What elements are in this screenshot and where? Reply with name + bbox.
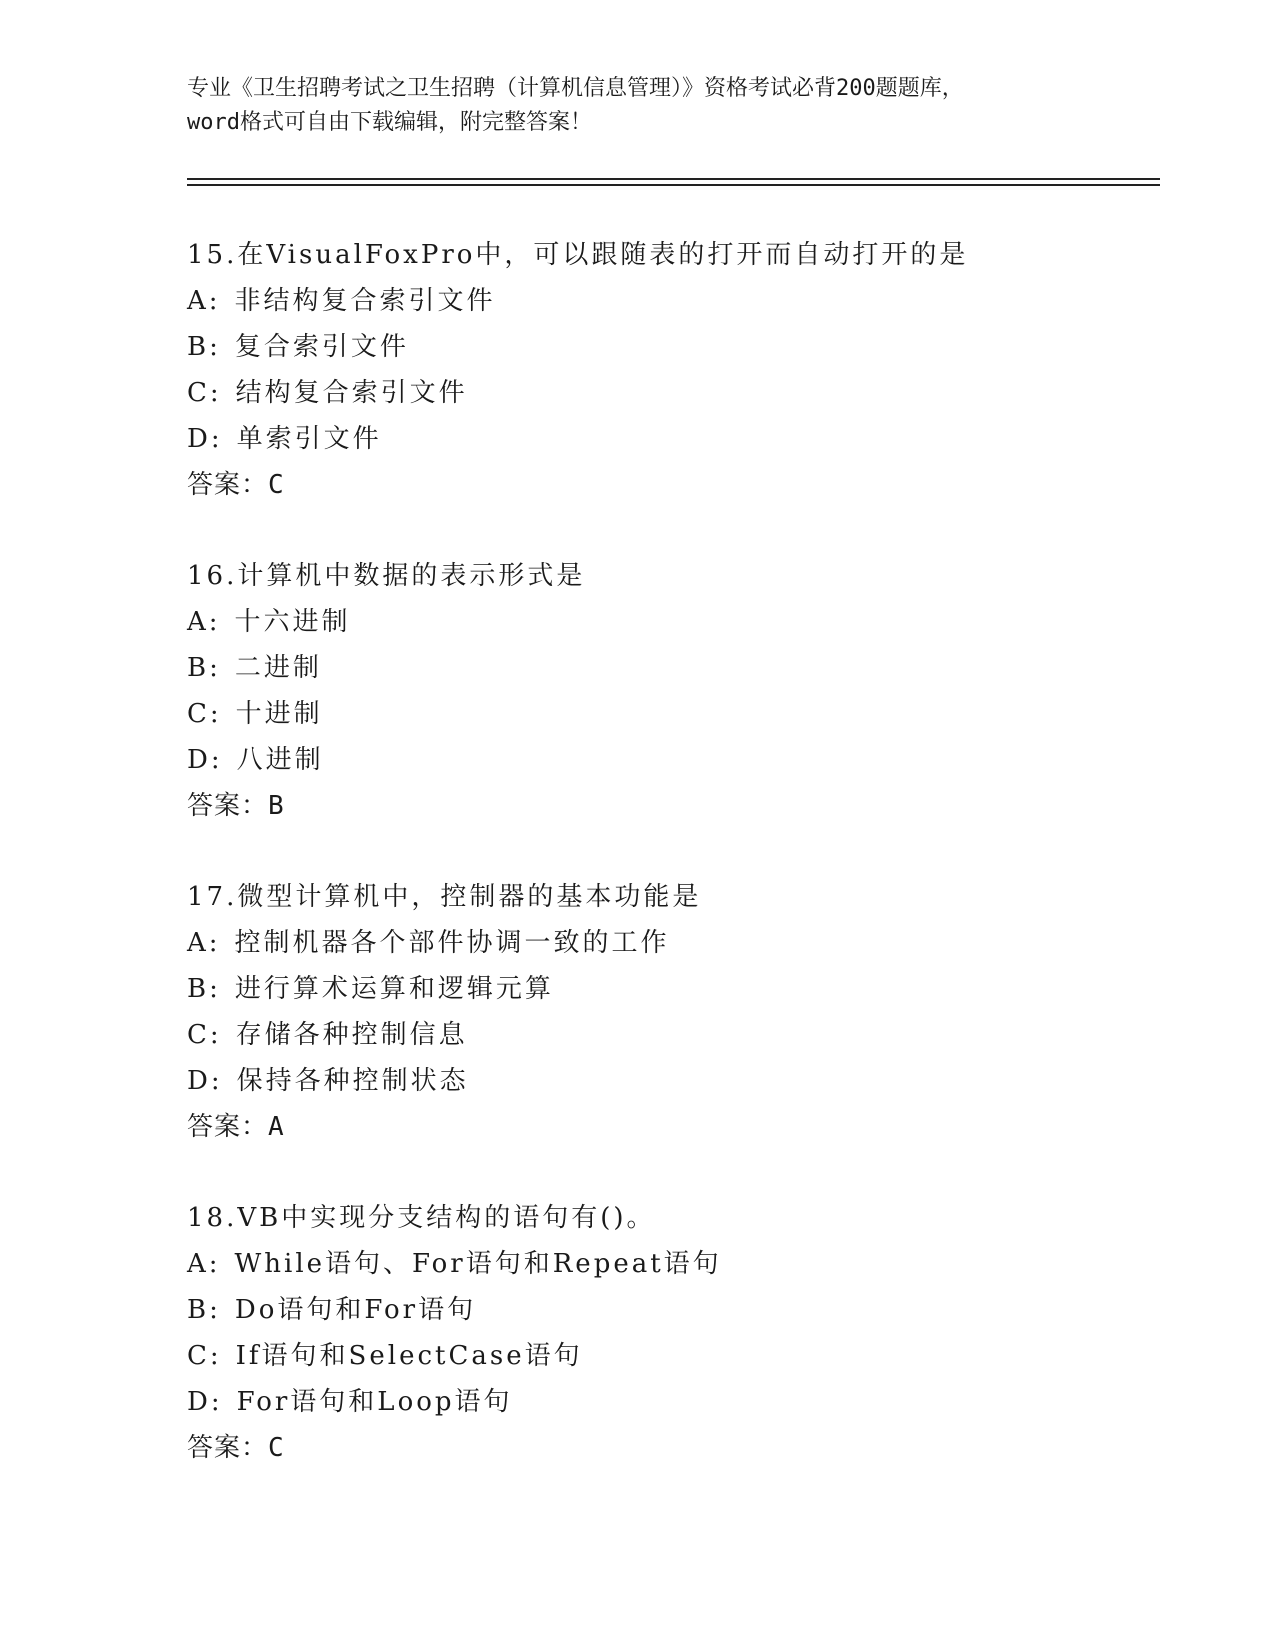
question-stem: 17.微型计算机中，控制器的基本功能是: [187, 882, 702, 912]
option-letter: B:: [187, 332, 221, 362]
header-line-1: 专业《卫生招聘考试之卫生招聘（计算机信息管理）》资格考试必背200题题库，: [187, 76, 964, 101]
option-c: [187, 1333, 1137, 1379]
option-letter: A:: [187, 286, 221, 316]
header-line-2: word格式可自由下载编辑，附完整答案！: [187, 110, 592, 135]
question-15: [187, 232, 1137, 508]
option-letter: B:: [187, 1295, 221, 1325]
question-stem: 16.计算机中数据的表示形式是: [187, 561, 586, 591]
option-a: [187, 920, 1137, 966]
option-d: [187, 416, 1137, 462]
option-text: 保持各种控制状态: [236, 1066, 469, 1096]
option-text: If语句和SelectCase语句: [235, 1341, 583, 1371]
question-stem: 18.VB中实现分支结构的语句有()。: [187, 1203, 656, 1233]
option-b: [187, 324, 1137, 370]
option-text: While语句、For语句和Repeat语句: [234, 1249, 722, 1279]
option-c: [187, 691, 1137, 737]
option-a: [187, 1241, 1137, 1287]
option-c: [187, 370, 1137, 416]
option-b: [187, 1287, 1137, 1333]
question-list: [187, 232, 1137, 1516]
answer: 答案：A: [187, 1112, 285, 1142]
option-letter: A:: [187, 928, 221, 958]
option-d: [187, 1379, 1137, 1425]
option-text: For语句和Loop语句: [236, 1387, 513, 1417]
option-text: 存储各种控制信息: [235, 1020, 468, 1050]
option-letter: A:: [187, 1249, 221, 1279]
document-header: [187, 72, 1087, 140]
answer: 答案：B: [187, 791, 285, 821]
option-text: 结构复合索引文件: [235, 378, 468, 408]
header-divider-bottom: [187, 184, 1160, 186]
option-text: 十六进制: [234, 607, 351, 637]
option-text: 十进制: [235, 699, 323, 729]
option-letter: D:: [187, 424, 223, 454]
option-letter: C:: [187, 699, 222, 729]
answer: 答案：C: [187, 470, 285, 500]
option-text: 八进制: [236, 745, 324, 775]
option-letter: D:: [187, 1066, 223, 1096]
option-text: 控制机器各个部件协调一致的工作: [234, 928, 670, 958]
option-letter: C:: [187, 1341, 222, 1371]
option-a: [187, 599, 1137, 645]
option-letter: D:: [187, 1387, 223, 1417]
question-16: [187, 553, 1137, 829]
option-b: [187, 645, 1137, 691]
question-stem: 15.在VisualFoxPro中，可以跟随表的打开而自动打开的是: [187, 240, 969, 270]
option-d: [187, 737, 1137, 783]
option-letter: B:: [187, 974, 221, 1004]
option-text: 复合索引文件: [234, 332, 409, 362]
answer: 答案：C: [187, 1433, 285, 1463]
question-17: [187, 874, 1137, 1150]
option-letter: D:: [187, 745, 223, 775]
option-letter: A:: [187, 607, 221, 637]
option-letter: B:: [187, 653, 221, 683]
header-divider-top: [187, 178, 1160, 180]
option-letter: C:: [187, 1020, 222, 1050]
option-letter: C:: [187, 378, 222, 408]
option-text: 单索引文件: [236, 424, 382, 454]
option-text: 非结构复合索引文件: [234, 286, 496, 316]
option-a: [187, 278, 1137, 324]
option-b: [187, 966, 1137, 1012]
option-text: 二进制: [234, 653, 322, 683]
option-text: Do语句和For语句: [234, 1295, 477, 1325]
option-c: [187, 1012, 1137, 1058]
option-text: 进行算术运算和逻辑元算: [234, 974, 554, 1004]
question-18: [187, 1195, 1137, 1471]
option-d: [187, 1058, 1137, 1104]
